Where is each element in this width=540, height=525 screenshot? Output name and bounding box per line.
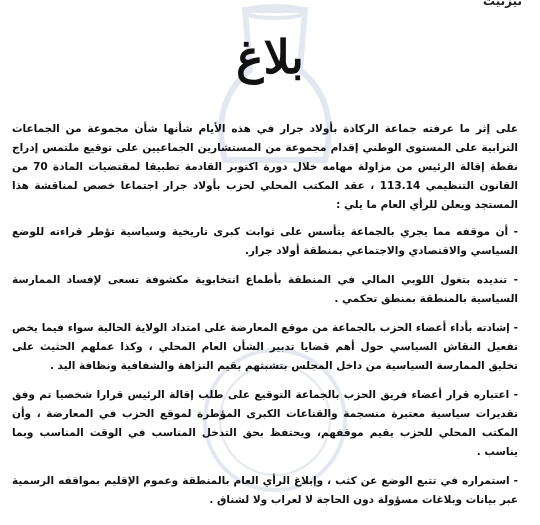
- point-paragraph: - استمراره في تتبع الوضع عن كثب ، وإبلاغ الرأي العام بالمنطقة وعموم الإقليم بمواقفه الرسمية عبر بيانات وبلاغات مسؤولة دون الحاجة لا لعراب ولا لشناق .: [12, 475, 518, 506]
- point-paragraph: - تنديده بتغول اللوبي المالي في المنطقة بأطماع انتخابوية مكشوفة تسعى لإفساد الممارسة السياسية بالمنطقة بمنطق تحكمي .: [12, 274, 518, 305]
- header-fragment: تيزنيت: [483, 0, 522, 8]
- point-paragraph: - إشادته بأداء أعضاء الحزب بالجماعة من موقع المعارضة على امتداد الولاية الحالية سواء فيما يخص تفعيل النقاش السياسي حول أهم قضايا تدبير الشأن العام المحلي ، وكذا عملهم الحثيث على تخليق الممارسة السياسية من داخل المجلس بتشبثهم بقيم النزاهة والشفافية ونظافة اليد .: [12, 322, 518, 372]
- point-paragraph: - أن موقفه مما يجري بالجماعة يتأسس على ثوابت كبرى تاريخية وسياسية تؤطر قراءته للوضع السياسي والاقتصادي والاجتماعي بمنطقة أولاد جرار.: [12, 226, 518, 257]
- point-paragraph: - اعتباره قرار أعضاء فريق الحزب بالجماعة التوقيع على طلب إقالة الرئيس قرارا شخصيا تم وفق تقديرات سياسية معتبرة منسجمة والقناعات الكبرى المؤطرة لموقع الحزب في المعارضة ، وأن المكتب المحلي للحزب يقيم موقفهم، ويحتفظ بحق التدخل المناسب في الوقت المناسب وبما يناسب .: [12, 389, 518, 458]
- intro-paragraph: على إثر ما عرفته جماعة الركادة بأولاد جرار في هذه الأيام شأنها شأن مجموعة من الجماعات الترابية على المستوى الوطني إقدام مجموعة من المستشارين الجماعيين على توقيع ملتمس إدراج نقطة إقالة الرئيس من مزاولة مهامه خلال دورة اكتوبر القادمة تطبيقا لمقتضيات المادة 70 من القانون التنظيمي 113.14 ، عقد المكتب المحلي لحزب بأولاد جرار اجتماعا خصص لمناقشة هذا المستجد ويعلن للرأي العام ما يلي :: [12, 123, 518, 211]
- page-title: بلاغ: [236, 30, 304, 84]
- document-body: [12, 120, 518, 520]
